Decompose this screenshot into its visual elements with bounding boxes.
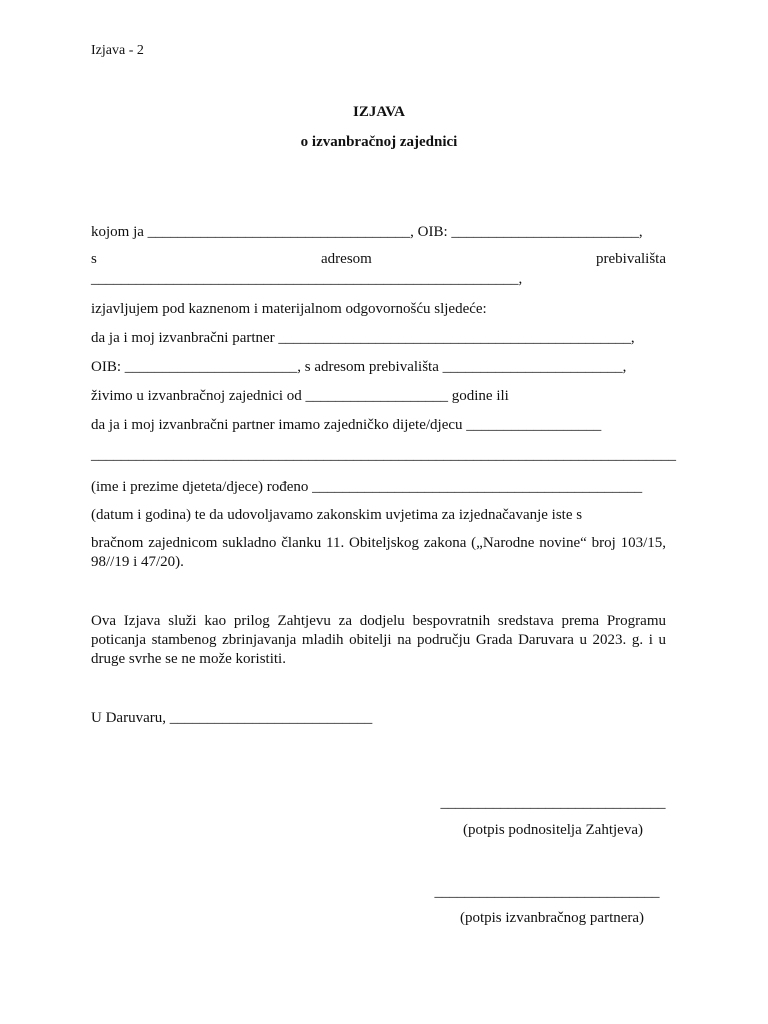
signature-line-applicant: ______________________________ bbox=[440, 795, 666, 811]
declarant-name-oib-line: kojom ja ___________________________________, OIB: _________________________, bbox=[91, 224, 643, 240]
document-title: IZJAVA bbox=[353, 104, 405, 120]
page-header: Izjava - 2 bbox=[91, 43, 144, 58]
cohabitation-since-line: živimo u izvanbračnoj zajednici od ___________________ godine ili bbox=[91, 388, 509, 404]
place-date-line: U Daruvaru, ___________________________ bbox=[91, 710, 373, 726]
partner-name-line: da ja i moj izvanbračni partner _______________________________________________, bbox=[91, 330, 635, 346]
declaration-intro: izjavljujem pod kaznenom i materijalnom odgovornošću sljedeće: bbox=[91, 301, 487, 317]
document-subtitle: o izvanbračnoj zajednici bbox=[300, 134, 458, 150]
address-label-line bbox=[91, 251, 666, 268]
signature-label-partner: (potpis izvanbračnog partnera) bbox=[459, 910, 645, 926]
signature-label-applicant: (potpis podnositelja Zahtjeva) bbox=[463, 822, 643, 838]
children-blank-line: ______________________________________________________________________________ bbox=[91, 447, 676, 463]
children-line: da ja i moj izvanbračni partner imamo zajedničko dijete/djecu __________________ bbox=[91, 417, 602, 433]
address-blank-line: _________________________________________________________, bbox=[91, 271, 523, 287]
signature-line-partner: ______________________________ bbox=[434, 884, 660, 900]
children-born-line: (ime i prezime djeteta/djece) rođeno ____________________________________________ bbox=[91, 479, 643, 495]
purpose-paragraph: Ova Izjava služi kao prilog Zahtjevu za dodjelu bespovratnih sredstava prema Programu poticanja stambenog zbrinjavanja mladih obitelji na području Grada Daruvara u 2023. g. i u druge svrhe se ne može koristiti. bbox=[91, 613, 666, 667]
address-word-1: s bbox=[91, 251, 97, 267]
address-word-2: adresom bbox=[321, 251, 372, 267]
address-word-3: prebivališta bbox=[596, 251, 666, 267]
legal-reference-paragraph: bračnom zajednicom sukladno članku 11. Obiteljskog zakona („Narodne novine“ broj 103/15, 98//19 i 47/20). bbox=[91, 535, 666, 570]
partner-oib-address-line: OIB: _______________________, s adresom prebivališta ________________________, bbox=[91, 359, 627, 375]
legal-conditions-line: (datum i godina) te da udovoljavamo zakonskim uvjetima za izjednačavanje iste s bbox=[91, 507, 583, 523]
